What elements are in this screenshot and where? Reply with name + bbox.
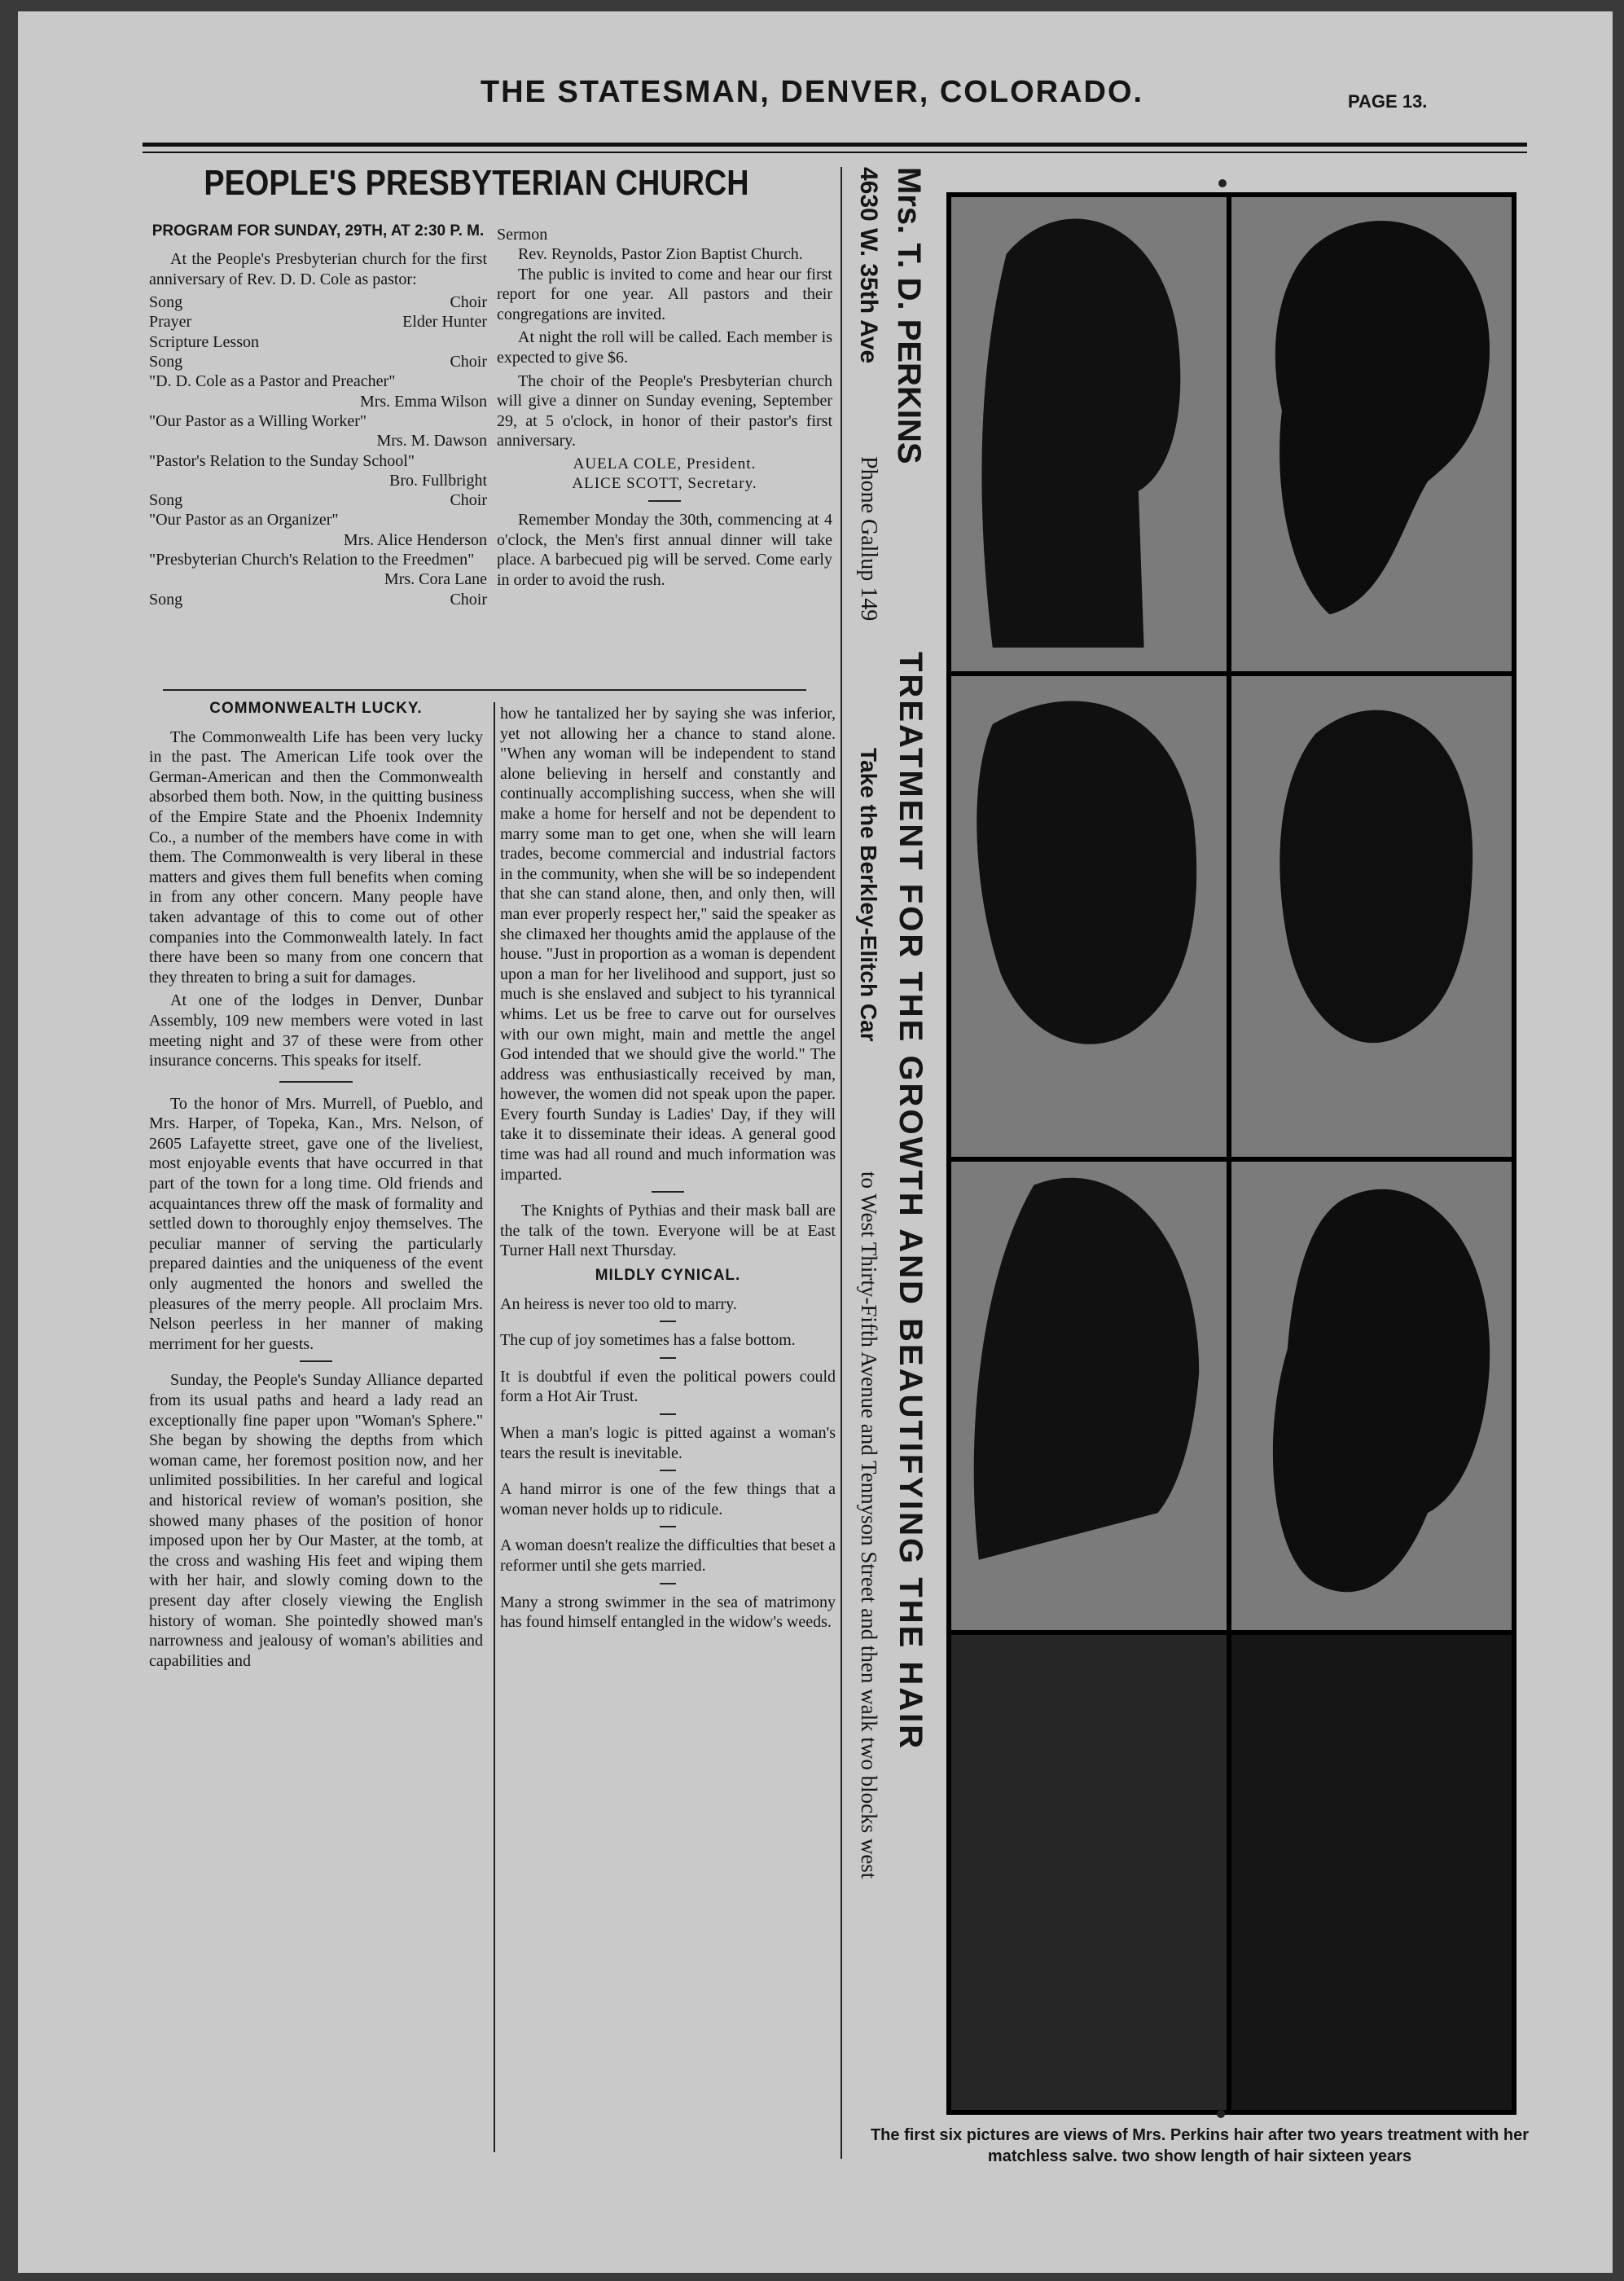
separator <box>660 1357 676 1359</box>
program-item-title: "Our Pastor as an Organizer" <box>149 511 339 530</box>
program-item <box>149 371 487 411</box>
cynical-heading: MILDLY CYNICAL. <box>595 1267 741 1285</box>
program-item-title: "Presbyterian Church's Relation to the Freedmen" <box>149 551 475 569</box>
separator <box>652 1191 684 1193</box>
program-item <box>149 550 487 590</box>
program-intro: At the People's Presbyterian church for the first anniversary of Rev. D. D. Cole as pastor: <box>149 250 487 288</box>
program-item-performer: Choir <box>450 353 487 371</box>
program-item-title: Sermon <box>497 226 548 244</box>
program-item <box>149 312 487 332</box>
program-item-performer: Choir <box>450 293 487 312</box>
continued-column <box>500 704 836 1636</box>
hair-photo <box>951 197 1227 671</box>
program-item-performer: Choir <box>450 590 487 609</box>
commonwealth-column <box>149 699 483 1674</box>
quip: A hand mirror is one of the few things that a woman never holds up to ridicule. <box>500 1480 836 1518</box>
hair-photo <box>951 676 1227 1157</box>
page-number: PAGE 13. <box>1348 91 1428 112</box>
church-program-column <box>149 222 487 609</box>
hair-photo <box>1231 1162 1512 1630</box>
signature-president: AUELA COLE, President. <box>573 455 757 472</box>
commonwealth-heading: COMMONWEALTH LUCKY. <box>209 700 423 717</box>
separator <box>648 500 681 502</box>
program-item-title: "Pastor's Relation to the Sunday School" <box>149 451 415 470</box>
article-paragraph: how he tantalized her by saying she was inferior, yet not allowing her a chance to stand alone. "When any woman will be independent to stand alone believing in herself and constantly and continually accomplishing success, when she will make a home for herself and not be dependent to marry some man to get one, when she will learn trades, become commercial and industrial factors in the community, when she will be so independent that she can stand alone, then, and only then, will man ever properly respect her," said the speaker as she climaxed her thoughts amid the applause of the house. "Just in proportion as a woman is dependent upon a man for her livelihood and support, just so much is she enslaved and subject to his tyrannical whims. Let us be free to carve out for ourselves with our own might, main and mettle the angel God intended that we should give the world." The address was enthusiastically received by man, however, the women did not speak upon the paper. Every fourth Sunday is Ladies' Day, if they will take it to disseminate their ideas. A general good time was had all round and much information was imparted. <box>500 705 836 1184</box>
program-item-title: Song <box>149 590 183 609</box>
hair-photo <box>951 1635 1227 2110</box>
program-list <box>149 292 487 609</box>
ad-headline: TREATMENT FOR THE GROWTH AND BEAUTIFYING THE HAIR <box>893 652 928 1751</box>
column-rule <box>841 167 842 2159</box>
program-item <box>149 590 487 609</box>
quip: An heiress is never too old to marry. <box>500 1294 737 1313</box>
signature-secretary: ALICE SCOTT, Secretary. <box>572 474 757 492</box>
program-item <box>149 490 487 510</box>
article-paragraph: The Knights of Pythias and their mask ball are the talk of the town. Everyone will be at East Turner Hall next Thursday. <box>500 1202 836 1260</box>
article-paragraph: To the honor of Mrs. Murrell, of Pueblo, and Mrs. Harper, of Topeka, Kan., Mrs. Nelson, of 2605 Lafayette street, gave one of the liveliest, most enjoyable events that have occurred in that part of the town for a long time. Old friends and acquaintances threw off the mask of formality and settled down to thoroughly enjoy themselves. The peculiar manner of serving the particularly prepared dainties and the uniqueness of the event only augmented the honors and swelled the pleasures of the merry people. All proclaim Mrs. Nelson peerless in her manner of making merriment for her guests. <box>149 1094 483 1353</box>
program-item-performer: Choir <box>450 491 487 510</box>
program-item-title: Scripture Lesson <box>149 332 259 351</box>
ad-car-line: Take the Berkley-Elitch Car <box>856 748 881 1042</box>
separator <box>660 1583 676 1584</box>
column-rule <box>494 702 495 2152</box>
program-item <box>149 332 487 352</box>
program-item-performer: Rev. Reynolds, Pastor Zion Baptist Church. <box>518 245 803 264</box>
program-item-title: Song <box>149 293 183 312</box>
quip: When a man's logic is pitted against a woman's tears the result is inevitable. <box>500 1424 836 1462</box>
section-rule <box>163 689 806 691</box>
quip: A woman doesn't realize the difficulties that beset a reformer until she gets married. <box>500 1536 836 1575</box>
quip: It is doubtful if even the political powers could form a Hot Air Trust. <box>500 1367 836 1406</box>
masthead-title: THE STATESMAN, DENVER, COLORADO. <box>480 75 1144 109</box>
program-item-performer: Bro. Fullbright <box>388 471 487 490</box>
program-item-performer: Mrs. Cora Lane <box>384 570 487 589</box>
program-tail <box>497 225 832 265</box>
church-notice: The choir of the People's Presbyterian church will give a dinner on Sunday evening, September 29, at 5 o'clock, in honor of their pastor's first anniversary. <box>497 371 832 450</box>
program-item <box>149 510 487 550</box>
program-item <box>497 225 832 265</box>
quip: Many a strong swimmer in the sea of matrimony has found himself entangled in the widow's weeds. <box>500 1593 836 1632</box>
program-item-performer: Elder Hunter <box>402 313 487 332</box>
church-notices-column <box>497 225 832 593</box>
program-item-title: Song <box>149 353 183 371</box>
hair-photo <box>1231 676 1512 1157</box>
ad-address: 4630 W. 35th Ave <box>855 167 882 364</box>
program-item-performer: Mrs. Alice Henderson <box>343 530 487 549</box>
church-notice: Remember Monday the 30th, commencing at 4 o'clock, the Men's first annual dinner will take place. A barbecued pig will be served. Come early in order to avoid the rush. <box>497 510 832 589</box>
separator <box>279 1081 353 1083</box>
hair-photo <box>1231 1635 1512 2110</box>
program-item <box>149 352 487 371</box>
church-notice: The public is invited to come and hear our first report for one year. All pastors and their congregations are invited. <box>497 265 832 323</box>
program-item-performer: Mrs. Emma Wilson <box>359 392 487 411</box>
program-item-performer: Mrs. M. Dawson <box>376 432 487 450</box>
separator <box>660 1526 676 1527</box>
ad-phone: Phone Gallup 149 <box>856 456 881 622</box>
masthead-rule <box>143 143 1527 147</box>
article-paragraph: The Commonwealth Life has been very lucky in the past. The American Life took over the German-American and then the Commonwealth absorbed them both. Now, in the quitting business of the Empire State and the Phoenix Indemnity Co., a number of the members have come in with them. The Commonwealth is very liberal in these matters and gives them full benefits when coming in from any other concern. Many people have taken advantage of this to come out of other companies into the Commonwealth lately. In fact there have been so many from one concern that they threaten to bring a suit for damages. <box>149 727 483 987</box>
ad-directions: to West Thirty-Fifth Avenue and Tennyson Street and then walk two blocks west <box>857 1171 881 1879</box>
program-item-title: Prayer <box>149 313 192 332</box>
program-item <box>149 292 487 312</box>
article-paragraph: At one of the lodges in Denver, Dunbar Assembly, 109 new members were voted in last meeting night and 37 of these were from other insurance concerns. This speaks for itself. <box>149 991 483 1070</box>
separator <box>660 1413 676 1415</box>
quip-list <box>500 1294 836 1633</box>
program-item <box>149 411 487 451</box>
separator <box>660 1470 676 1471</box>
program-heading: PROGRAM FOR SUNDAY, 29TH, AT 2:30 P. M. <box>151 222 485 240</box>
church-headline: PEOPLE'S PRESBYTERIAN CHURCH <box>204 163 749 203</box>
program-item <box>149 451 487 491</box>
program-item-title: Song <box>149 491 183 510</box>
photo-caption: The first six pictures are views of Mrs. Perkins hair after two years treatment with her matchless salve. two show length of hair sixteen years <box>870 2126 1530 2165</box>
hair-photo-grid <box>946 192 1516 2115</box>
separator <box>660 1321 676 1322</box>
quip: The cup of joy sometimes has a false bottom. <box>500 1331 796 1350</box>
program-item-title: "D. D. Cole as a Pastor and Preacher" <box>149 372 396 391</box>
masthead-rule-thin <box>143 152 1527 153</box>
program-item-title: "Our Pastor as a Willing Worker" <box>149 411 367 430</box>
hair-photo <box>1231 197 1512 671</box>
church-notice: At night the roll will be called. Each member is expected to give $6. <box>497 328 832 367</box>
hair-photo <box>951 1162 1227 1630</box>
grid-marker <box>1217 2110 1225 2118</box>
separator <box>300 1360 332 1362</box>
grid-marker <box>1218 179 1227 187</box>
article-paragraph: Sunday, the People's Sunday Alliance departed from its usual paths and heard a lady read an exceptionally fine paper upon "Woman's Sphere." She began by showing the depths from which woman came, her foremost position now, and her unlimited possibilities. In her careful and logical and historical review of woman's position, she showed many phases of the position of honor imposed upon her by Our Master, at the tomb, at the cross and washing His feet and wiping them with her hair, and slowly coming down to the present day after closely viewing the English history of woman. She pointedly showed man's narrowness and jealousy of woman's abilities and capabilities and <box>149 1371 483 1670</box>
ad-name: Mrs. T. D. PERKINS <box>891 167 927 464</box>
